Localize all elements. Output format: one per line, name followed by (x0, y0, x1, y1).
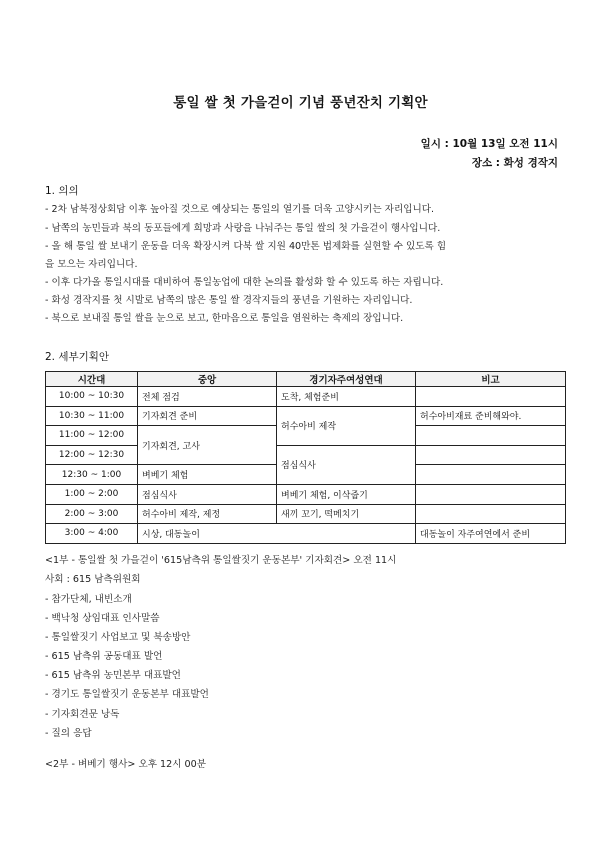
note-cell: 대동놀이 자주여연에서 준비 (416, 524, 566, 544)
significance-line: 을 모으는 자리입니다. (45, 259, 138, 270)
table-row (46, 445, 566, 465)
women-cell: 점심식사 (277, 445, 416, 484)
part1-host: 사회 : 615 남측위원회 (45, 574, 141, 585)
center-cell: 전체 점검 (138, 387, 277, 407)
program-item: - 615 남측위 공동대표 발언 (45, 651, 163, 662)
time-cell: 2:00 ~ 3:00 (46, 504, 138, 524)
program-item: - 통일쌀짓기 사업보고 및 북송방안 (45, 632, 191, 643)
note-cell (416, 484, 566, 504)
significance-line: - 이후 다가올 통일시대를 대비하여 통일농업에 대한 논의를 활성화 할 수 있도록 하는 자립니다. (45, 277, 444, 288)
column-header-center: 중앙 (138, 372, 277, 387)
note-cell (416, 445, 566, 465)
significance-line: - 2차 남북정상회담 이후 높아질 것으로 예상되는 통일의 열기를 더욱 고양시키는 자리입니다. (45, 204, 435, 215)
column-header-time: 시간대 (46, 372, 138, 387)
note-cell (416, 465, 566, 485)
column-header-notes: 비고 (416, 372, 566, 387)
program-item: - 615 남측위 농민본부 대표발언 (45, 670, 181, 681)
center-cell: 허수아비 제작, 제정 (138, 504, 277, 524)
event-date: 일시 : 10월 13일 오전 11시 (420, 138, 558, 150)
time-cell: 3:00 ~ 4:00 (46, 524, 138, 544)
women-cell: 벼베기 체험, 이삭줍기 (277, 484, 416, 504)
significance-line: - 화성 경작지를 첫 시발로 남쪽의 많은 통일 쌀 경작지들의 풍년을 기원하는 자리입니다. (45, 295, 413, 306)
center-cell: 기자회견 준비 (138, 406, 277, 426)
document-title: 통일 쌀 첫 가을걷이 기념 풍년잔치 기획안 (173, 95, 428, 111)
part1-heading: <1부 - 통일쌀 첫 가을걷이 '615남측위 통일쌀짓기 운동본부' 기자회견> 오전 11시 (45, 555, 397, 566)
women-cell: 허수아비 제작 (277, 406, 416, 445)
event-place: 장소 : 화성 경작지 (471, 157, 558, 169)
table-row (46, 387, 566, 407)
women-cell: 새끼 꼬기, 떡메치기 (277, 504, 416, 524)
table-row (46, 524, 566, 544)
time-cell: 10:00 ~ 10:30 (46, 387, 138, 407)
significance-line: - 올 해 통일 쌀 보내기 운동을 더욱 확장시켜 다북 쌀 지원 40만톤 법제화를 실현할 수 있도록 힘 (45, 241, 447, 252)
center-cell: 시상, 대동놀이 (138, 524, 416, 544)
center-cell: 점심식사 (138, 484, 277, 504)
time-cell: 12:30 ~ 1:00 (46, 465, 138, 485)
column-header-women-solidarity: 경기자주여성연대 (277, 372, 416, 387)
center-cell: 벼베기 체험 (138, 465, 277, 485)
note-cell: 허수아비재료 준비해와야. (416, 406, 566, 426)
section-heading-significance: 1. 의의 (45, 185, 79, 197)
schedule-table (45, 371, 566, 544)
note-cell (416, 504, 566, 524)
time-cell: 10:30 ~ 11:00 (46, 406, 138, 426)
table-row (46, 484, 566, 504)
program-item: - 기자회견문 낭독 (45, 709, 120, 720)
center-cell: 기자회견, 고사 (138, 426, 277, 465)
table-header-row (46, 372, 566, 387)
note-cell (416, 426, 566, 446)
women-cell: 도착, 체험준비 (277, 387, 416, 407)
time-cell: 12:00 ~ 12:30 (46, 445, 138, 465)
program-item: - 질의 응답 (45, 728, 92, 739)
table-row (46, 406, 566, 426)
time-cell: 1:00 ~ 2:00 (46, 484, 138, 504)
table-row (46, 504, 566, 524)
program-item: - 경기도 통일쌀짓기 운동본부 대표발언 (45, 689, 209, 700)
time-cell: 11:00 ~ 12:00 (46, 426, 138, 446)
program-item: - 참가단체, 내빈소개 (45, 594, 132, 605)
significance-line: - 북으로 보내질 통일 쌀을 눈으로 보고, 한마음으로 통일을 염원하는 축제의 장입니다. (45, 313, 404, 324)
program-item: - 백낙청 상임대표 인사말씀 (45, 613, 160, 624)
significance-line: - 남쪽의 농민들과 북의 동포들에게 희망과 사랑을 나눠주는 통일 쌀의 첫 가을걷이 행사입니다. (45, 223, 441, 234)
note-cell (416, 387, 566, 407)
section-heading-detailed-plan: 2. 세부기획안 (45, 351, 110, 363)
part2-heading: <2부 - 벼베기 행사> 오후 12시 00분 (45, 759, 207, 770)
